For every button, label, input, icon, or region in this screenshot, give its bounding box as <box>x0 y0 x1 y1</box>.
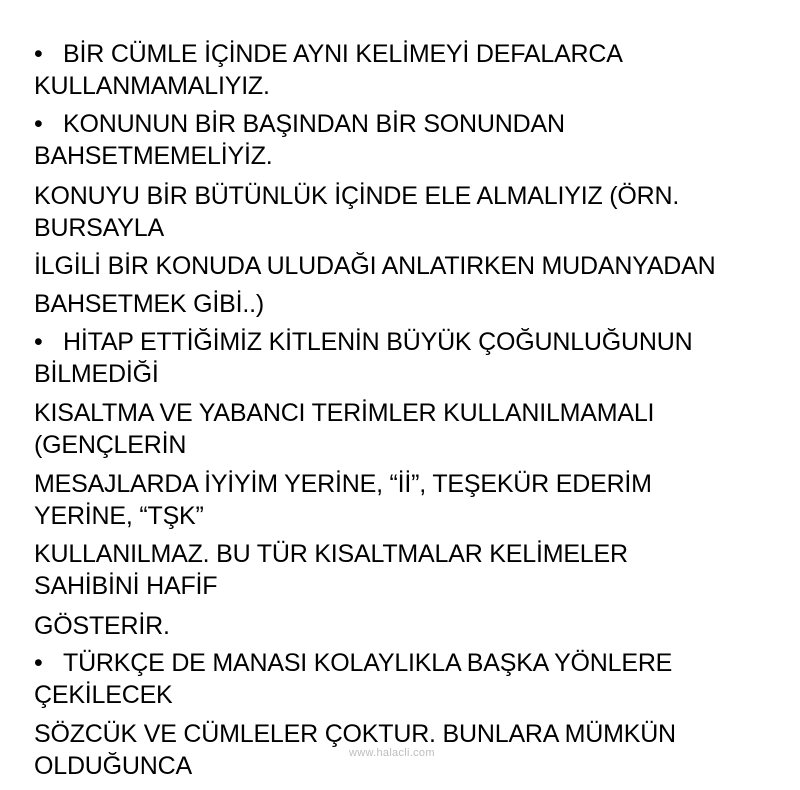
paragraph-1 <box>34 38 800 102</box>
paragraph-3-line-2: BURSAYLA <box>34 214 164 242</box>
paragraph-6-line-1: HİTAP ETTİĞİMİZ KİTLENİN BÜYÜK ÇOĞUNLUĞUNUN <box>63 328 693 356</box>
paragraph-7 <box>34 397 800 461</box>
paragraph-3 <box>34 180 800 244</box>
paragraph-8-line-1: MESAJLARDA İYİYİM YERİNE, “İİ”, TEŞEKÜR EDERİM <box>34 470 652 498</box>
paragraph-3-line-1: KONUYU BİR BÜTÜNLÜK İÇİNDE ELE ALMALIYIZ (ÖRN. <box>34 182 680 210</box>
paragraph-5-line-1: BAHSETMEK GİBİ..) <box>34 290 264 318</box>
bullet-marker: • <box>34 649 43 677</box>
paragraph-2-line-2: BAHSETMEMELİYİZ. <box>34 142 273 170</box>
paragraph-6 <box>34 326 800 390</box>
paragraph-8 <box>34 468 800 532</box>
paragraph-10 <box>34 610 800 642</box>
paragraph-8-line-2: YERİNE, “TŞK” <box>34 502 204 530</box>
paragraph-1-line-1: BİR CÜMLE İÇİNDE AYNI KELİMEYİ DEFALARCA <box>63 40 623 68</box>
paragraph-2 <box>34 108 800 172</box>
paragraph-9-line-2: SAHİBİNİ HAFİF <box>34 572 218 600</box>
paragraph-12-line-1: SÖZCÜK VE CÜMLELER ÇOKTUR. BUNLARA MÜMKÜN <box>34 720 676 748</box>
paragraph-2-line-1: KONUNUN BİR BAŞINDAN BİR SONUNDAN <box>63 110 565 138</box>
paragraph-4-line-1: İLGİLİ BİR KONUDA ULUDAĞI ANLATIRKEN MUDANYADAN <box>34 252 716 280</box>
paragraph-11-line-2: ÇEKİLECEK <box>34 681 173 709</box>
bullet-marker: • <box>34 110 43 138</box>
bullet-marker: • <box>34 40 43 68</box>
paragraph-5 <box>34 288 800 320</box>
watermark-text: www.halacli.com <box>349 747 435 759</box>
paragraph-9 <box>34 538 800 602</box>
paragraph-6-line-2: BİLMEDİĞİ <box>34 360 159 388</box>
paragraph-10-line-1: GÖSTERİR. <box>34 612 170 640</box>
bullet-marker: • <box>34 328 43 356</box>
paragraph-1-line-2: KULLANMAMALIYIZ. <box>34 72 270 100</box>
paragraph-9-line-1: KULLANILMAZ. BU TÜR KISALTMALAR KELİMELER <box>34 540 628 568</box>
paragraph-7-line-1: KISALTMA VE YABANCI TERİMLER KULLANILMAMALI <box>34 399 655 427</box>
paragraph-7-line-2: (GENÇLERİN <box>34 431 187 459</box>
paragraph-11 <box>34 647 800 711</box>
paragraph-4 <box>34 250 800 282</box>
paragraph-11-line-1: TÜRKÇE DE MANASI KOLAYLIKLA BAŞKA YÖNLERE <box>63 649 673 677</box>
paragraph-12-line-2: OLDUĞUNCA <box>34 752 192 780</box>
